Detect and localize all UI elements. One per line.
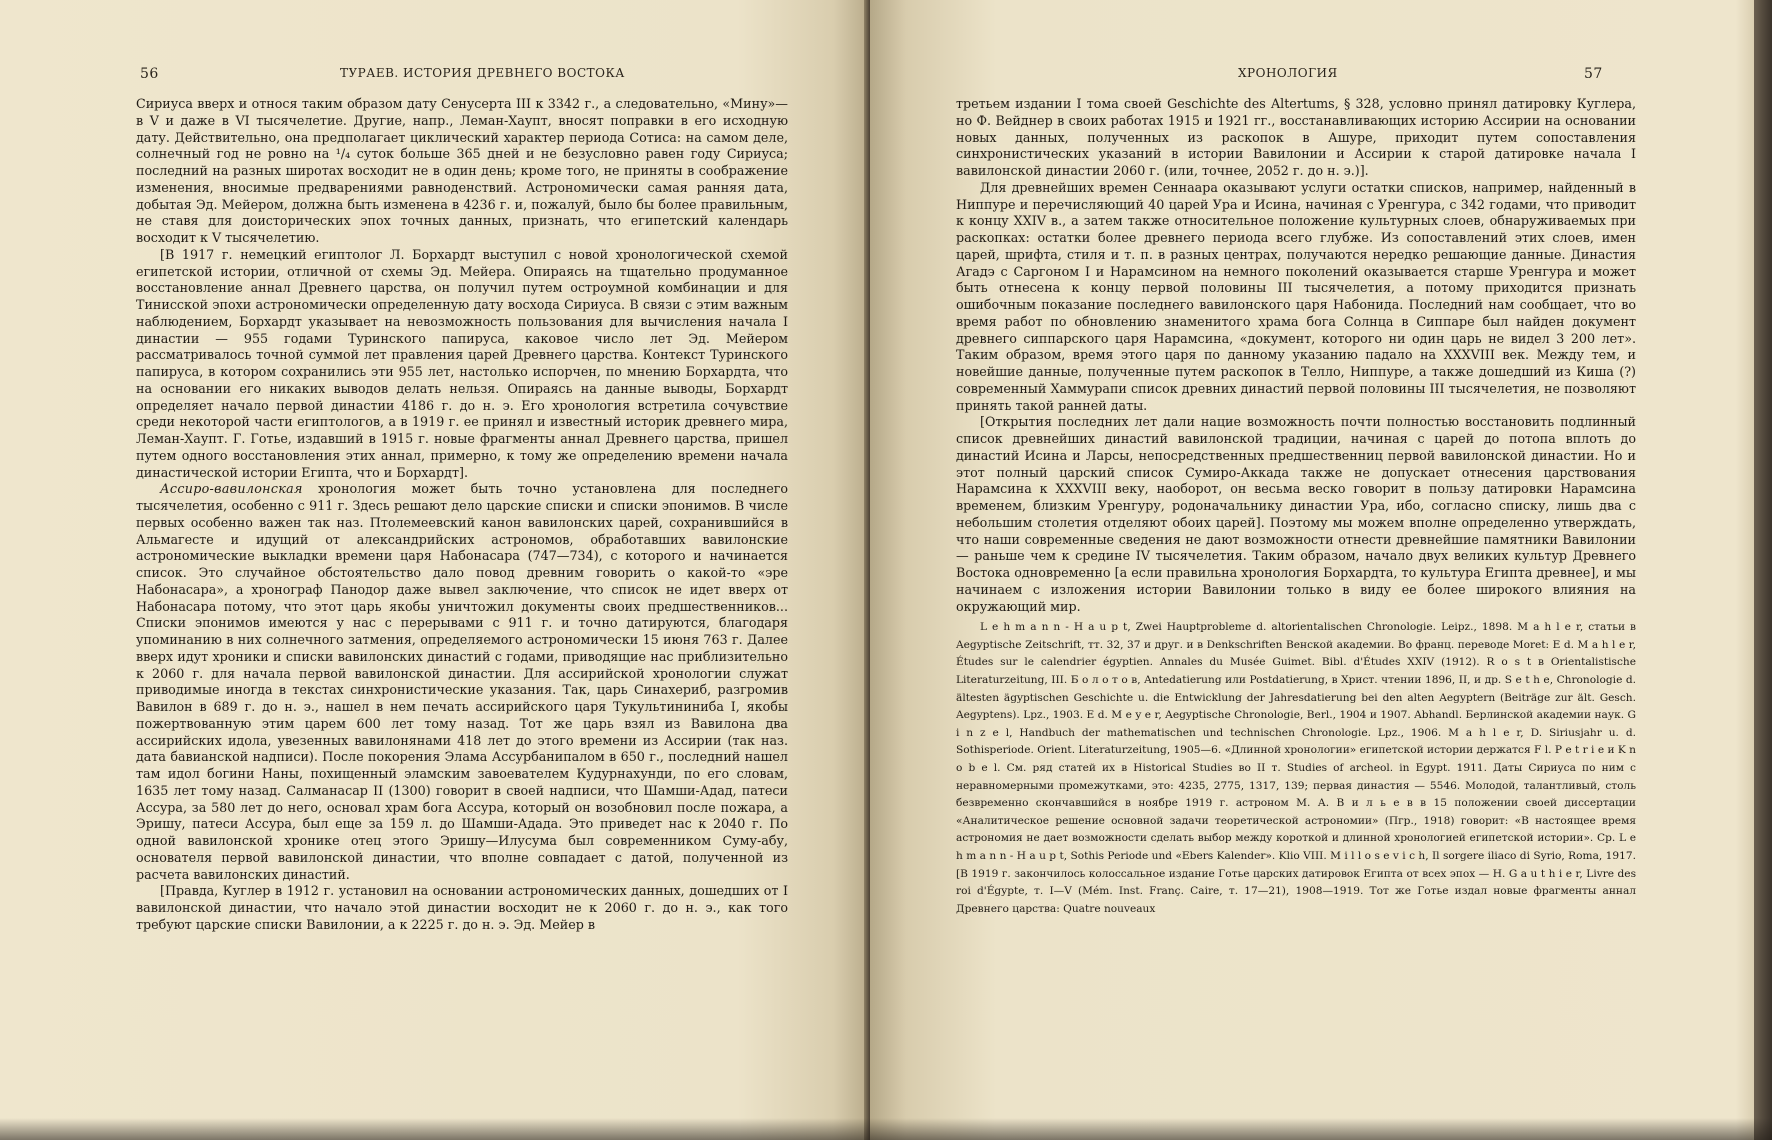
left-page [0,0,868,1140]
right-paragraph-3: [Открытия последних лет дали нацие возможность почти полностью восстановить подлинный список древнейших династий вавилонской традиции, начиная с царей до потопа вплоть до династий Исина и Ларсы, непосредственных предшественниц первой вавилонской династии. Но и этот полный царский список Сумиро-Аккада также не допускает отнесения царствования Нарамсина к XXXVIII веку, наоборот, он весьма веско говорит в пользу датировки Нарамсина временем, близким Уренгуру, родоначальнику династии Ура, ибо, согласно списку, лишь два с небольшим столетия отделяют обоих царей]. Поэтому мы можем вполне определенно утверждать, что наши современные сведения не дают возможности отнести древнейшие памятники Вавилонии — раньше чем к средине IV тысячелетия. Таким образом, начало двух великих культур Древнего Востока одновременно [а если правильна хронология Борхардта, то культура Египта древнее], и мы начинаем с изложения истории Вавилонии только в виду ее более широкого влияния на окружающий мир. [956,414,1636,614]
right-page-number: 57 [1584,66,1603,82]
book-fore-edge [1754,0,1772,1140]
left-paragraph-3-body: хронология может быть точно установлена для последнего тысячелетия, особенно с 911 г. Здесь решают дело царские списки и списки эпонимов. В числе первых особенно важен так наз. Птолемеевский канон вавилонских царей, сохранившийся в Альмагесте и идущий от александрийских астрономов, обработавших вавилонские астрономические выкладки времени царя Набонасара (747—734), с которого и начинается список. Это случайное обстоятельство дало повод древним говорить о какой-то «эре Набонасара», а хронограф Панодор даже вывел заключение, что список не идет вверх от Набонасара потому, что этот царь якобы уничтожил документы своих предшественников... Списки эпонимов имеются у нас с перерывами с 911 г. и точно датируются, благодаря упоминанию в них солнечного затмения, определяемого астрономически 15 июня 763 г. Далее вверх идут хроники и списки вавилонских династий с годами, приводящие нас приблизительно к 2060 г. для начала первой вавилонской династии. Для ассирийской хронологии служат приводимые иногда в текстах синхронистические указания. Так, царь Синахериб, разгромив Вавилон в 689 г. до н. э., нашел в нем печать ассирийского царя Тукультининиба I, якобы пожертвованную этим царем 600 лет тому назад. Тот же царь взял из Вавилона два ассирийских идола, увезенных вавилонянами 418 лет до этого времени из Ассирии (так наз. дата бавианской надписи). После покорения Элама Ассурбанипалом в 650 г., последний нашел там идол богини Наны, похищенный эламским завоевателем Кудурнахунди, по его словам, 1635 лет тому назад. Салманасар II (1300) говорит в своей надписи, что Шамши-Адад, патеси Ассура, за 580 лет до него, основал храм бога Ассура, который он возобновил после пожара, а Эришу, патеси Ассура, был еще за 159 л. до Шамши-Адада. Это приведет нас к 2040 г. По одной вавилонской хронике отец этого Эришу—Илусума был современником Суму-абу, основателя первой вавилонской династии, что вполне совпадает с датой, полученной из расчета вавилонских династий. [136,481,788,882]
page-bottom-shadow [0,1118,1772,1140]
left-paragraph-3 [136,481,788,883]
left-paragraph-2: [В 1917 г. немецкий египтолог Л. Борхардт выступил с новой хронологической схемой египетской истории, отличной от схемы Эд. Мейера. Опираясь на тщательно продуманное восстановление аннал Древнего царства, он получил путем остроумной комбинации и для Тинисской эпохи астрономически определенную дату восхода Сириуса. В связи с этим важным наблюдением, Борхардт указывает на невозможность пользования для вычисления начала I династии — 955 годами Туринского папируса, каковое число лет Эд. Мейером рассматривалось точной суммой лет правления царей Древнего царства. Контекст Туринского папируса, в котором сохранились эти 955 лет, настолько испорчен, по мнению Борхардта, что на основании его никаких выводов делать нельзя. Опираясь на данные выводы, Борхардт определяет начало первой династии 4186 г. до н. э. Его хронология встретила сочувствие среди некоторой части египтологов, а в 1919 г. ее принял и известный историк древнего мира, Леман-Хаупт. Г. Готье, издавший в 1915 г. новые фрагменты аннал Древнего царства, пришел путем одного восстановления этих аннал, примерно, к тому же определению времени начала династической истории Египта, что и Борхардт]. [136,246,788,480]
left-paragraph-1: Сириуса вверх и относя таким образом дату Сенусерта III к 3342 г., а следовательно, «Мину»—в V и даже в VI тысячелетие. Другие, напр., Леман-Хаупт, вносят поправки в его исходную дату. Действительно, она предполагает циклический характер периода Сотиса: на самом деле, солнечный год не ровно на ¹/₄ суток больше 365 дней и не безусловно равен году Сириуса; последний на разных широтах восходит не в один день; кроме того, не приняты в соображение изменения, вносимые предварениями равноденствий. Астрономически самая ранняя дата, добытая Эд. Мейером, должна быть изменена в 4236 г. и, пожалуй, было бы более правильным, не ставя для доисторических эпох точных данных, признать, что египетский календарь восходит к V тысячелетию. [136,96,788,245]
right-paragraph-2: Для древнейших времен Сеннаара оказывают услуги остатки списков, например, найденный в Ниппуре и перечисляющий 40 царей Ура и Исина, начиная с Уренгура, с 342 годами, что приводит к концу XXIV в., а затем также относительное положение культурных слоев, обнаруживаемых при раскопках: остатки более древнего периода всего глубже. Из сопоставлений этих слоев, имен царей, шрифта, стиля и т. п. в разных центрах, получаются нередко решающие данные. Династия Агадэ с Саргоном I и Нарамсином на немного поколений оказывается старше Уренгура и может быть отнесена к концу первой половины III тысячелетия, а потому приходится признать ошибочным показание последнего вавилонского царя Набонида. Последний нам сообщает, что во время работ по обновлению знаменитого храма бога Солнца в Сиппаре был найден документ древнего сиппарского царя Нарамсина, «документ, которого ни один царь не видел 3 200 лет». Таким образом, время этого царя по данному указанию падало на XXXVIII век. Между тем, и новейшие данные, полученные путем раскопок в Телло, Ниппуре, а также дошедший из Киша (?) современный Хаммурапи список древних династий первой половины III тысячелетия, не позволяют принять такой ранней даты. [956,179,1636,413]
right-paragraph-1: третьем издании I тома своей Geschichte des Altertums, § 328, условно принял датировку Куглера, но Ф. Вейднер в своих работах 1915 и 1921 гг., восстанавливающих историю Ассирии на основании новых данных, полученных из раскопок в Ашуре, приходит путем сопоставления синхронистических указаний в истории Вавилонии и Ассирии к старой датировке начала I вавилонской династии 2060 г. (или, точнее, 2052 г. до н. э.)]. [956,96,1636,178]
left-text-column [136,96,788,934]
right-page [870,0,1772,1140]
right-running-head: ХРОНОЛОГИЯ [1238,66,1338,80]
left-page-number: 56 [140,66,159,82]
bibliography-notes: L e h m a n n - H a u p t, Zwei Hauptprobleme d. altorientalischen Chronologie. Leipz., 1898. M a h l e r, статьи в Aegyptische Zeitschrift, тт. 32, 37 и друг. и в Denkschriften Венской академии. Во франц. переводе Moret: E d. M a h l e r, Études sur le calendrier égyptien. Annales du Musée Guimet. Bibl. d'Études XXIV (1912). R o s t в Orientalistische Literaturzeitung, III. Б о л о т о в, Antedatierung или Postdatierung, в Христ. чтении 1896, II, и др. S e t h e, Chronologie d. ältesten ägyptischen Geschichte u. die Entwicklung der Jahresdatierung bei den alten Aegyptern (Beiträge zur ält. Gesch. Aegyptens). Lpz., 1903. E d. M e y e r, Aegyptische Chronologie, Berl., 1904 и 1907. Abhandl. Берлинской академии наук. G i n z e l, Handbuch der mathematischen und technischen Chronologie. Lpz., 1906. M a h l e r, D. Siriusjahr u. d. Sothisperiode. Orient. Literaturzeitung, 1905—6. «Длинной хронологии» египетской истории держатся F l. P e t r i e и K n o b e l. См. ряд статей их в Historical Studies во II т. Studies of archeol. in Egypt. 1911. Даты Сириуса по ним с неравномерными промежутками, это: 4235, 2775, 1317, 139; первая династия — 5546. Молодой, талантливый, столь безвременно скончавшийся в ноябре 1919 г. астроном М. А. В и л ь е в в 15 положении своей диссертации «Аналитическое решение основной задачи теоретической астрономии» (Пгр., 1918) говорит: «В настоящее время астрономия не дает возможности сделать выбор между короткой и длинной хронологией египетской истории». Ср. L e h m a n n - H a u p t, Sothis Periode und «Ebers Kalender». Klio VIII. M i l l o s e v i c h, Il sorgere iliaco di Syrio, Roma, 1917. [В 1919 г. закончилось колоссальное издание Готье царских датировок Египта от всех эпох — H. G a u t h i e r, Livre des roi d'Égypte, т. I—V (Mém. Inst. Franç. Caire, т. 17—21), 1908—1919. Тот же Готье издал новые фрагменты аннал Древнего царства: Quatre nouveaux [956,621,1636,915]
right-text-column [956,96,1636,918]
left-running-head: ТУРАЕВ. ИСТОРИЯ ДРЕВНЕГО ВОСТОКА [340,66,625,80]
left-paragraph-4: [Правда, Куглер в 1912 г. установил на основании астрономических данных, дошедших от I вавилонской династии, что начало этой династии восходит не к 2060 г. до н. э., как того требуют царские списки Вавилонии, а к 2225 г. до н. э. Эд. Мейер в [136,883,788,932]
italic-lead-term: Ассиро-вавилонская [160,481,303,497]
